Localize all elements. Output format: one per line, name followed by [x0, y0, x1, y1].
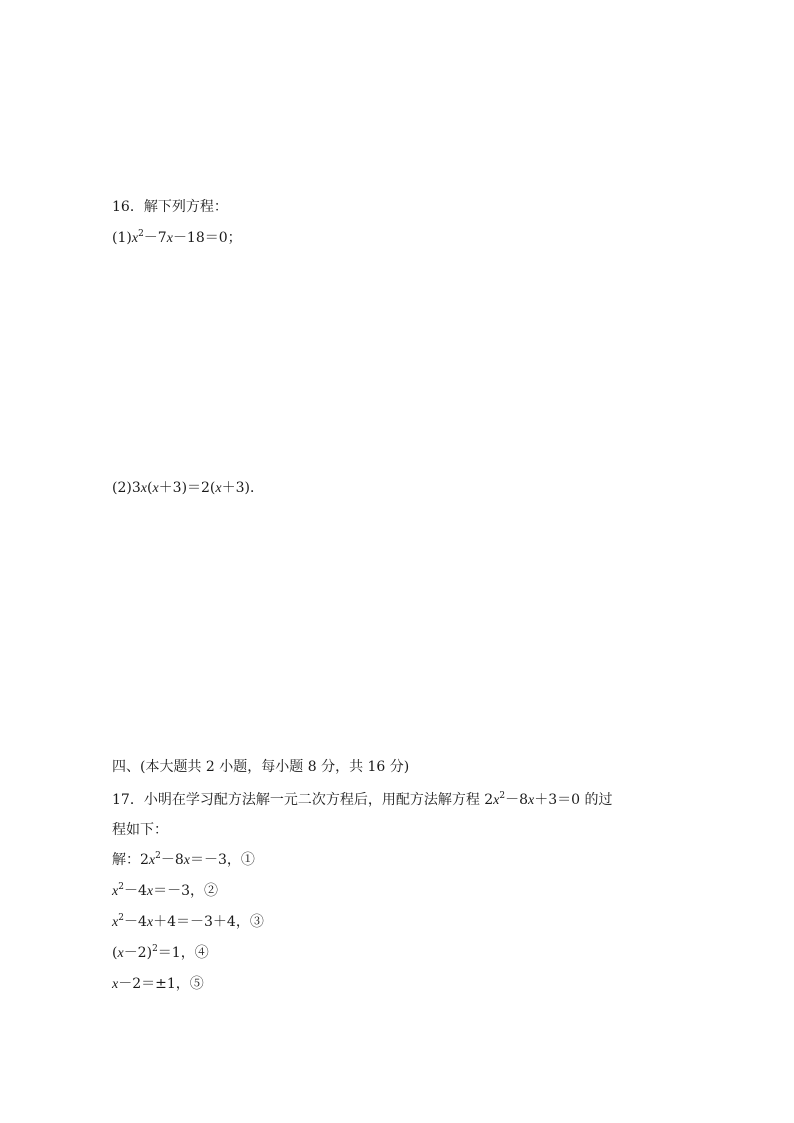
- exponent: 2: [118, 913, 124, 923]
- text: －4: [123, 914, 147, 930]
- text: －18＝0；: [172, 230, 242, 246]
- text: ＝－3，②: [153, 883, 219, 899]
- exponent: 2: [155, 851, 161, 861]
- variable: x: [112, 884, 119, 899]
- text: ＋3)＝2(: [158, 480, 216, 496]
- variable: x: [183, 853, 191, 868]
- variable: x: [148, 853, 156, 868]
- q16-stem-text: 16．解下列方程：: [112, 199, 228, 215]
- text: ＋3)．: [221, 480, 264, 496]
- text: 程如下：: [112, 822, 168, 838]
- text: (: [146, 480, 153, 496]
- text: 解：2: [112, 852, 149, 868]
- solution-step-5: [112, 974, 204, 995]
- section-4-heading: [112, 757, 409, 777]
- exponent: 2: [499, 791, 506, 801]
- text: －7: [143, 230, 167, 246]
- q16-part2-label: (2)3: [112, 480, 141, 496]
- solution-step-2: [112, 881, 218, 902]
- exponent: 2: [138, 229, 144, 239]
- text: －4: [123, 883, 147, 899]
- variable: x: [117, 946, 124, 961]
- variable: x: [152, 481, 159, 496]
- text: －8: [505, 792, 529, 808]
- text: ＋4＝－3＋4，③: [153, 914, 264, 930]
- text: ＋3＝0 的过: [534, 792, 613, 808]
- question-16-stem: [112, 197, 228, 217]
- variable: x: [131, 231, 139, 246]
- text: －2): [123, 945, 153, 961]
- variable: x: [528, 793, 535, 808]
- variable: x: [493, 793, 500, 808]
- variable: x: [112, 977, 119, 992]
- solution-step-4: [112, 943, 209, 964]
- variable: x: [146, 884, 154, 899]
- exponent: 2: [152, 944, 158, 954]
- text: －2＝±1，⑤: [118, 976, 204, 992]
- variable: x: [140, 481, 147, 496]
- solution-step-3: [112, 912, 264, 933]
- variable: x: [112, 915, 119, 930]
- exponent: 2: [118, 882, 124, 892]
- text: ＝－3，①: [190, 852, 255, 868]
- question-16-part-1: [112, 228, 242, 249]
- solution-step-1: [112, 850, 255, 871]
- text: －8: [160, 852, 184, 868]
- question-17-stem: [112, 790, 613, 811]
- text: 17．小明在学习配方法解一元二次方程后，用配方法解方程 2: [112, 792, 494, 808]
- question-16-part-2: [112, 478, 264, 499]
- text: (: [112, 945, 118, 961]
- variable: x: [166, 231, 173, 246]
- text: ＝1，④: [157, 945, 209, 961]
- variable: x: [146, 915, 154, 930]
- variable: x: [215, 481, 222, 496]
- q16-part1-label: (1): [112, 230, 132, 246]
- question-17-stem-line-2: [112, 820, 168, 840]
- section-heading-text: 四、(本大题共 2 小题，每小题 8 分，共 16 分): [112, 759, 410, 775]
